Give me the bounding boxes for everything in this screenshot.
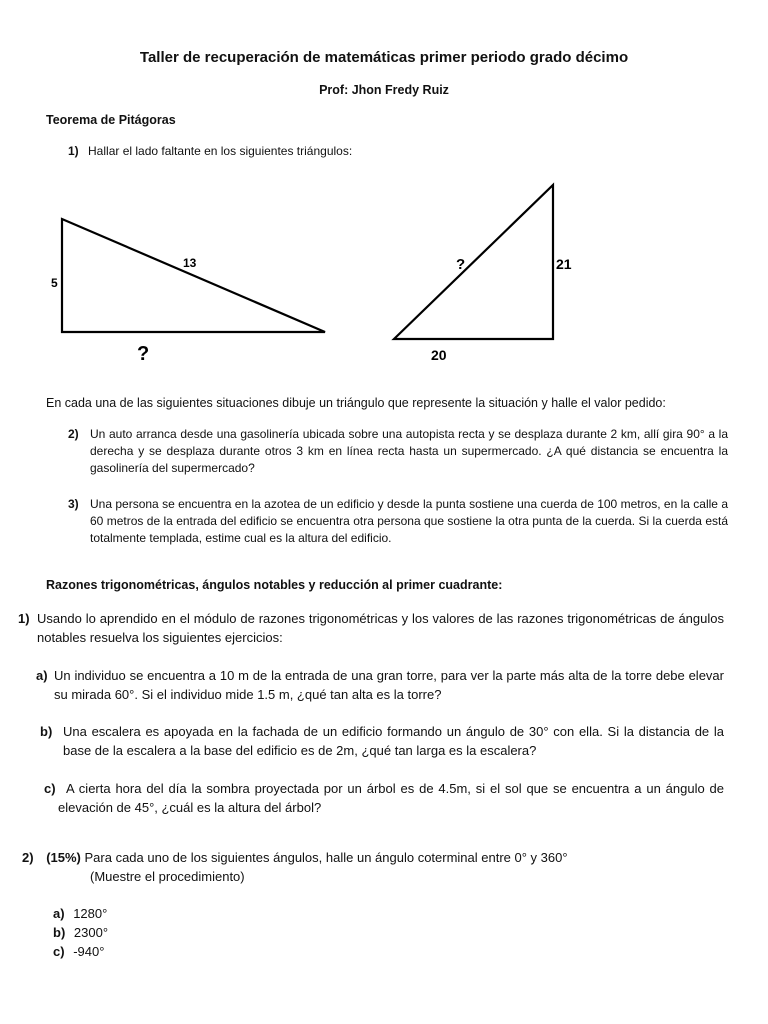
angle-item-label: c): [53, 944, 65, 959]
angle-item: [53, 904, 108, 923]
angle-item-label: b): [53, 925, 66, 940]
section-heading-trigonometria: Razones trigonométricas, ángulos notables y reducción al primer cuadrante:: [46, 578, 503, 592]
exercise-c-label: c): [44, 781, 56, 796]
triangle-2-figure: [385, 175, 595, 365]
triangle-1-figure: [40, 210, 340, 370]
problem-1-text: Usando lo aprendido en el módulo de razones trigonométricas y los valores de las razones trigonométricas de ángulos notables resuelva los siguientes ejercicios:: [37, 611, 724, 645]
triangle-1-hypotenuse-label: 13: [183, 256, 197, 270]
angle-item-label: a): [53, 906, 65, 921]
problem-2: [22, 848, 722, 867]
triangle-2-base-label: 20: [431, 347, 447, 363]
angle-item-value: 1280°: [73, 906, 108, 921]
exercise-c-text: A cierta hora del día la sombra proyectada por un árbol es de 4.5m, si el sol que se encuentra a un ángulo de elevación de 45°, ¿cuál es la altura del árbol?: [58, 781, 724, 815]
problem-2-note: (Muestre el procedimiento): [90, 869, 245, 884]
question-2-number: 2): [68, 427, 79, 441]
problem-1: [18, 609, 724, 647]
triangle-2-hypotenuse-label: ?: [456, 256, 466, 273]
angle-item-value: 2300°: [73, 925, 109, 940]
triangle-1-shape: [62, 219, 325, 332]
question-1-text: Hallar el lado faltante en los siguientes triángulos:: [88, 144, 353, 158]
question-3-text: Una persona se encuentra en la azotea de un edificio y desde la punta sostiene una cuerda de 100 metros, en la calle a 60 metros de la entrada del edificio se encuentra otra persona que sostiene la otra punta de la cuerda. Si la cuerda está totalmente templada, estime cual es la altura del edificio.: [90, 497, 728, 545]
triangle-2-vertical-label: 21: [556, 256, 572, 272]
question-1-number: 1): [68, 144, 79, 158]
exercise-a-text: Un individuo se encuentra a 10 m de la entrada de una gran torre, para ver la parte más alta de la torre debe elevar su mirada 60°. Si el individuo mide 1.5 m, ¿qué tan alta es la torre?: [54, 668, 724, 702]
problem-2-number: 2): [22, 850, 34, 865]
section-heading-pitagoras: Teorema de Pitágoras: [46, 113, 176, 127]
exercise-b-label: b): [40, 724, 53, 739]
problem-2-text: Para cada uno de los siguientes ángulos, halle un ángulo coterminal entre 0° y 360°: [84, 850, 568, 865]
situations-intro: En cada una de las siguientes situaciones dibuje un triángulo que represente la situación y halle el valor pedido:: [46, 396, 666, 410]
question-2-text: Un auto arranca desde una gasolinería ubicada sobre una autopista recta y se desplaza durante 2 km, allí gira 90° a la derecha y se desplaza durante otros 3 km en línea recta hasta un supermercado. ¿A qué distancia se encuentra la gasolinería del supermercado?: [90, 427, 728, 475]
question-2: [68, 426, 728, 477]
exercise-a: [36, 666, 724, 704]
question-1: [68, 143, 352, 160]
problem-1-number: 1): [18, 611, 30, 626]
exercise-b: [40, 722, 724, 760]
triangle-1-vertical-label: 5: [51, 276, 58, 290]
exercise-b-text: Una escalera es apoyada en la fachada de un edificio formando un ángulo de 30° con ella. Si la distancia de la base de la escalera a la base del edificio es de 2m, ¿qué tan larga es la escalera?: [63, 724, 724, 758]
exercise-c: [44, 779, 724, 817]
exercise-a-label: a): [36, 668, 48, 683]
question-3-number: 3): [68, 497, 79, 511]
triangle-1-base-label: ?: [137, 343, 150, 365]
problem-2-weight: (15%): [46, 850, 81, 865]
angle-item: [53, 942, 108, 961]
angle-list: [53, 904, 108, 961]
angle-item: [53, 923, 108, 942]
angle-item-value: -940°: [73, 944, 105, 959]
question-3: [68, 496, 728, 547]
document-title: Taller de recuperación de matemáticas primer periodo grado décimo: [139, 49, 629, 66]
document-author: Prof: Jhon Fredy Ruiz: [319, 83, 449, 97]
triangle-2-shape: [394, 185, 553, 339]
